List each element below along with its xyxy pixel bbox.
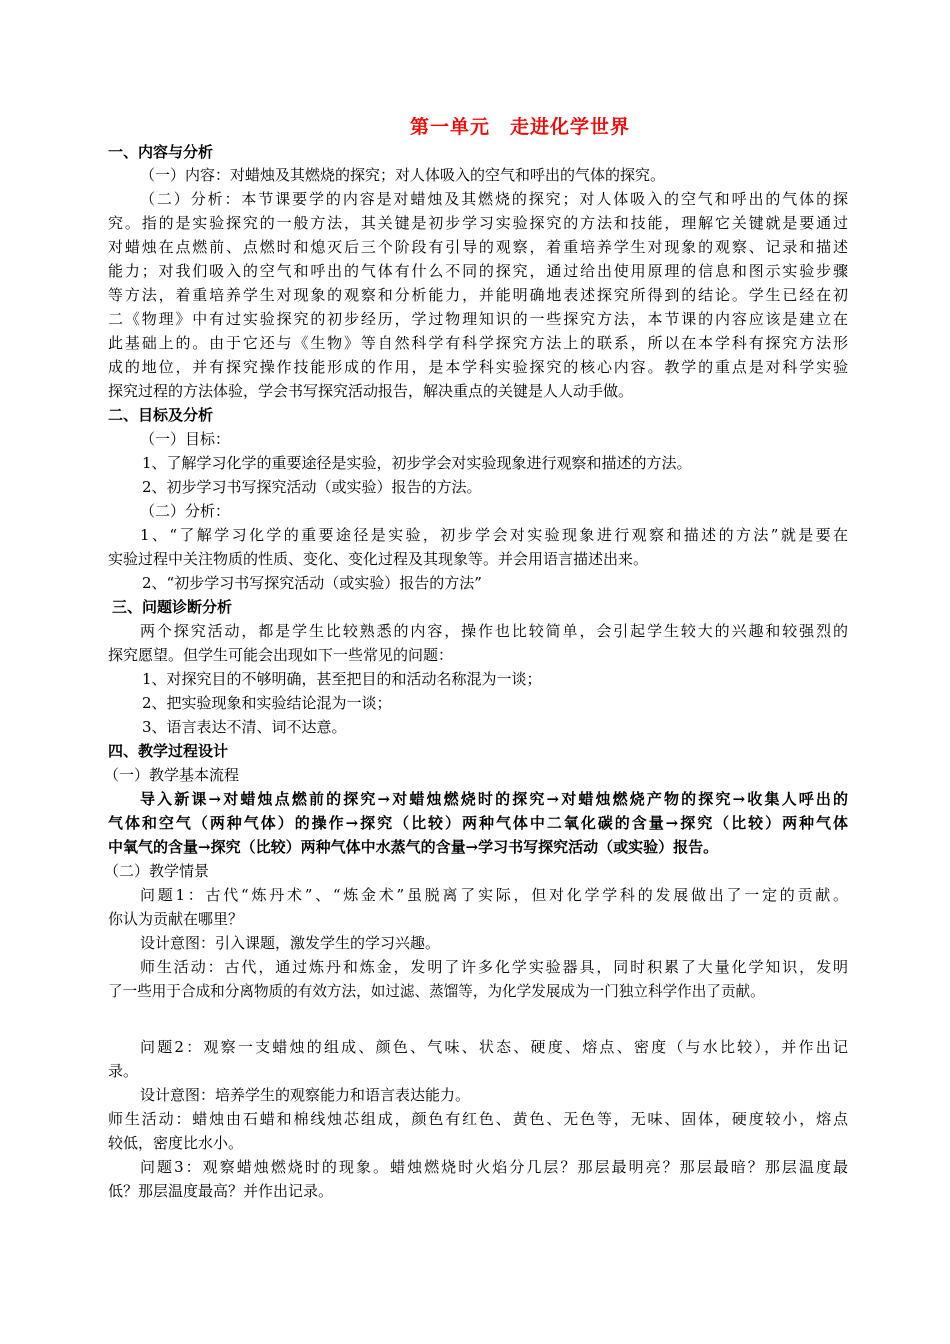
paragraph-line: 此基础上的。由于它还与《生物》等自然科学有科学探究方法上的联系，所以在本学科有探究方法形 xyxy=(108,334,848,352)
paragraph-line: 问题3：观察蜡烛燃烧时的现象。蜡烛燃烧时火焰分几层？那层最明亮？那层最暗？那层温度最 xyxy=(140,1158,848,1176)
list-item: 2、“初步学习书写探究活动（或实验）报告的方法” xyxy=(142,574,482,592)
subheading: （一）目标： xyxy=(140,430,231,448)
section-heading-3: 三、问题诊断分析 xyxy=(112,598,233,616)
paragraph-line: 成的地位，并有探究操作技能形成的作用，是本学科实验探究的核心内容。教学的重点是对科学实验 xyxy=(108,358,848,376)
paragraph-line: 师生活动：蜡烛由石蜡和棉线烛芯组成，颜色有红色、黄色、无色等，无味、固体，硬度较小，熔点 xyxy=(108,1110,848,1128)
paragraph-line: 探究愿望。但学生可能会出现如下一些常见的问题： xyxy=(108,646,454,664)
subheading: （二）教学情景 xyxy=(104,862,210,880)
paragraph-line: 较低，密度比水小。 xyxy=(108,1134,244,1152)
paragraph-line: 问题2：观察一支蜡烛的组成、颜色、气味、状态、硬度、熔点、密度（与水比较），并作出记 xyxy=(140,1038,848,1056)
paragraph-line: 探究过程的方法体验，学会书写探究活动报告，解决重点的关键是人人动手做。 xyxy=(108,382,634,400)
list-item: 2、把实验现象和实验结论混为一谈； xyxy=(142,694,392,712)
paragraph-line: 二《物理》中有过实验探究的初步经历，学过物理知识的一些探究方法，本节课的内容应该是建立在 xyxy=(108,310,848,328)
paragraph-line: （二）分析：本节课要学的内容是对蜡烛及其燃烧的探究；对人体吸入的空气和呼出的气体的探 xyxy=(140,190,848,208)
paragraph-line: 问题1：古代“炼丹术”、“炼金术”虽脱离了实际，但对化学学科的发展做出了一定的贡献。 xyxy=(140,886,848,904)
paragraph-line: 对蜡烛在点燃前、点燃时和熄灭后三个阶段有引导的观察，着重培养学生对现象的观察、记录和描述 xyxy=(108,238,848,256)
flow-line: 气体和空气（两种气体）的操作→探究（比较）两种气体中二氧化碳的含量→探究（比较）两种气体 xyxy=(108,814,848,832)
paragraph-line: 录。 xyxy=(108,1062,139,1080)
page-title-text: 第一单元 走进化学世界 xyxy=(409,116,630,138)
paragraph-line: 实验过程中关注物质的性质、变化、变化过程及其现象等。并会用语言描述出来。 xyxy=(108,550,649,568)
paragraph-line: 师生活动：古代，通过炼丹和炼金，发明了许多化学实验器具，同时积累了大量化学知识，发明 xyxy=(140,958,848,976)
paragraph-line: 低？那层温度最高？并作出记录。 xyxy=(108,1182,334,1200)
paragraph-line: 两个探究活动，都是学生比较熟悉的内容，操作也比较简单，会引起学生较大的兴趣和较强烈的 xyxy=(140,622,848,640)
list-item: 3、语言表达不清、词不达意。 xyxy=(142,718,347,736)
paragraph-line: 设计意图：培养学生的观察能力和语言表达能力。 xyxy=(140,1086,471,1104)
paragraph-line: 1、“了解学习化学的重要途径是实验，初步学会对实验现象进行观察和描述的方法”就是要在 xyxy=(140,526,848,544)
page-title xyxy=(0,112,950,139)
paragraph-line: 等方法，着重培养学生对现象的观察和分析能力，并能明确地表述探究所得到的结论。学生已经在初 xyxy=(108,286,848,304)
section-heading-1: 一、内容与分析 xyxy=(108,143,214,161)
flow-line: 导入新课→对蜡烛点燃前的探究→对蜡烛燃烧时的探究→对蜡烛燃烧产物的探究→收集人呼出的 xyxy=(140,790,848,808)
paragraph-line: 你认为贡献在哪里？ xyxy=(108,910,244,928)
list-item: 1、了解学习化学的重要途径是实验，初步学会对实验现象进行观察和描述的方法。 xyxy=(142,454,692,472)
paragraph-line: 了一些用于合成和分离物质的有效方法，如过滤、蒸馏等，为化学发展成为一门独立科学作出了贡献。 xyxy=(108,983,765,1000)
subheading: （二）分析： xyxy=(140,502,231,520)
paragraph-line: （一）内容：对蜡烛及其燃烧的探究；对人体吸入的空气和呼出的气体的探究。 xyxy=(140,166,666,184)
section-heading-4: 四、教学过程设计 xyxy=(108,742,229,760)
subheading: （一）教学基本流程 xyxy=(104,766,240,784)
section-heading-2: 二、目标及分析 xyxy=(108,406,214,424)
paragraph-line: 设计意图：引入课题，激发学生的学习兴趣。 xyxy=(140,934,441,952)
paragraph-line: 能力；对我们吸入的空气和呼出的气体有什么不同的探究，通过给出使用原理的信息和图示实验步骤 xyxy=(108,262,848,280)
list-item: 1、对探究目的不够明确，甚至把目的和活动名称混为一谈； xyxy=(142,670,542,688)
paragraph-line: 究。指的是实验探究的一般方法，其关键是初步学习实验探究的方法和技能，理解它关键就是要通过 xyxy=(108,214,848,232)
list-item: 2、初步学习书写探究活动（或实验）报告的方法。 xyxy=(142,478,482,496)
flow-line: 中氧气的含量→探究（比较）两种气体中水蒸气的含量→学习书写探究活动（或实验）报告。 xyxy=(108,838,719,856)
